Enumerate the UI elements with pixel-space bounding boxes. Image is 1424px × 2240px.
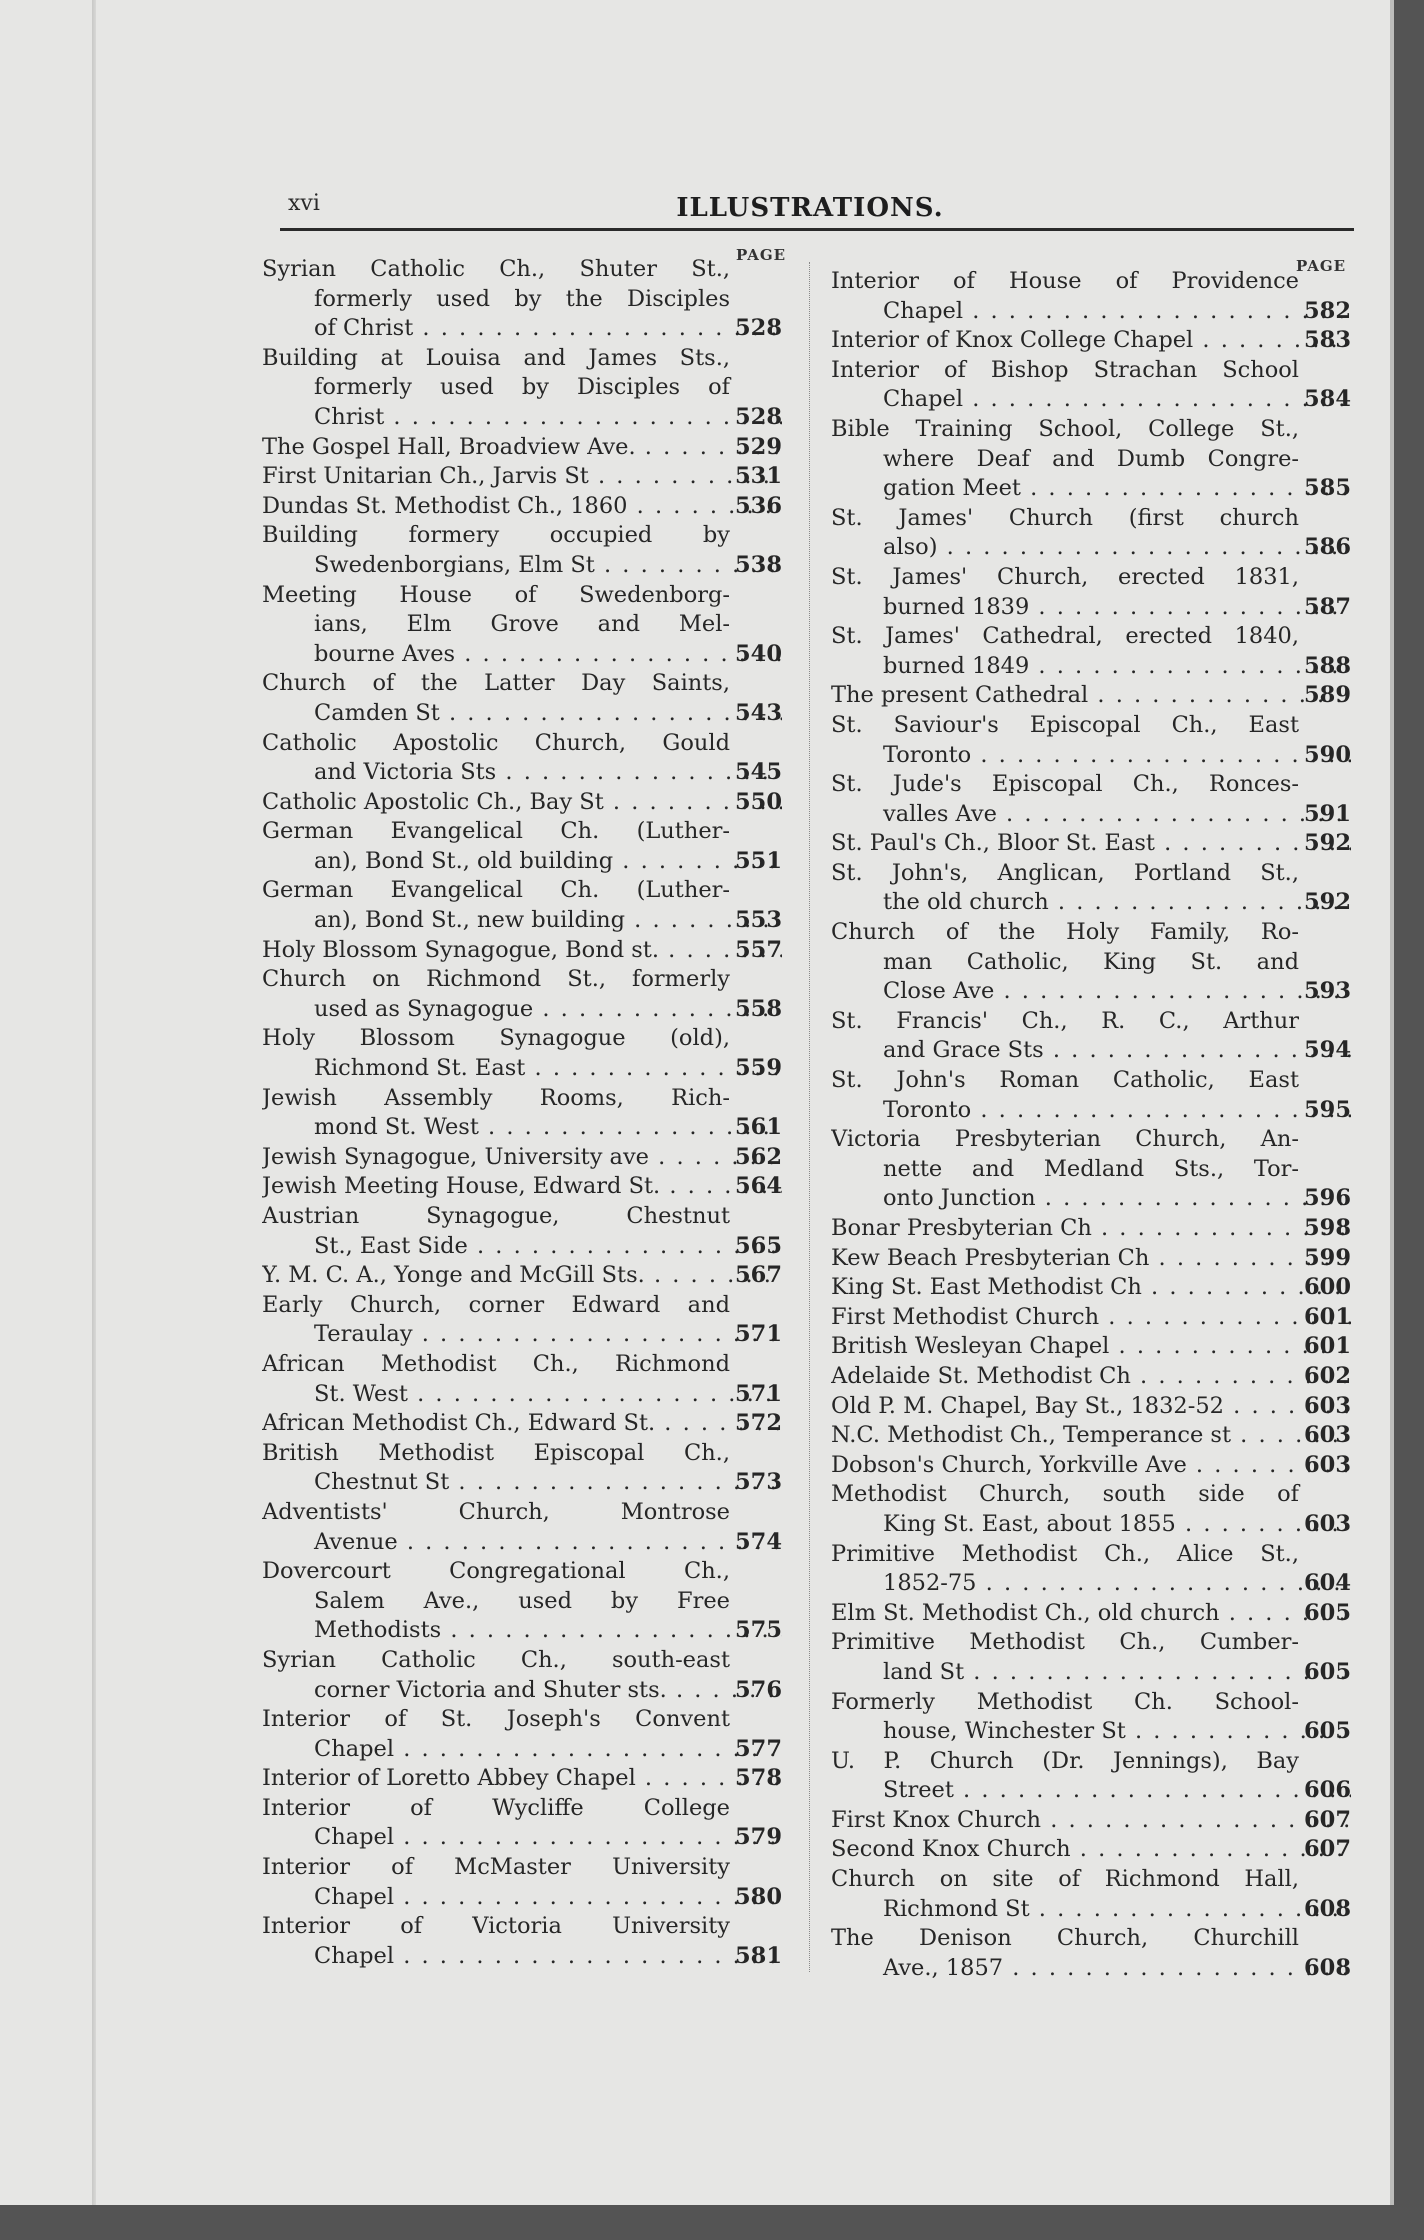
index-entry [831, 1392, 1351, 1422]
entry-title-line: African Methodist Ch., Edward St. . . . [262, 1409, 782, 1439]
entry-page-number: 579 [735, 1824, 782, 1851]
entry-title-line: St. John's, Anglican, Portland St., [831, 859, 1299, 886]
index-entry [831, 1747, 1351, 1806]
entry-page-number: 528 [735, 315, 782, 342]
entry-page-number: 531 [735, 463, 782, 490]
index-entry [831, 1007, 1351, 1066]
entry-title-line: Richmond St . . . [831, 1895, 1351, 1925]
entry-page-number: 603 [1304, 1392, 1351, 1419]
entry-title-line: Syrian Catholic Ch., south-east [262, 1646, 730, 1673]
index-entry [262, 729, 782, 788]
entry-title-line: Y. M. C. A., Yonge and McGill Sts. . . . [262, 1261, 782, 1291]
index-entry [831, 1599, 1351, 1629]
index-entry [831, 1273, 1351, 1303]
entry-page-number: 565 [735, 1232, 782, 1259]
entry-title-line: also) . . . [831, 533, 1351, 563]
entry-page-number: 562 [735, 1143, 782, 1170]
entry-page-number: 608 [1304, 1895, 1351, 1922]
entry-title-line: Avenue . . . [262, 1528, 782, 1558]
index-entry [262, 1439, 782, 1498]
index-entry [831, 1332, 1351, 1362]
index-entry [831, 1362, 1351, 1392]
index-entry [262, 581, 782, 670]
entry-page-number: 606 [1304, 1777, 1351, 1804]
entry-title-line: formerly used by the Disciples [314, 285, 730, 312]
entry-page-number: 571 [735, 1321, 782, 1348]
entry-page-number: 603 [1304, 1422, 1351, 1449]
entry-page-number: 607 [1304, 1806, 1351, 1833]
entry-title-line: Chapel . . . [831, 297, 1351, 327]
entry-page-number: 558 [735, 995, 782, 1022]
entry-title-line: Chestnut St . . . [262, 1468, 782, 1498]
index-entry [262, 1498, 782, 1557]
index-entry [831, 859, 1351, 918]
entry-title-line: Toronto . . . [831, 1096, 1351, 1126]
entry-title-line: German Evangelical Ch. (Luther- [262, 818, 730, 845]
entry-title-line: African Methodist Ch., Richmond [262, 1350, 730, 1377]
entry-title-line: Syrian Catholic Ch., Shuter St., [262, 256, 730, 282]
entry-title-line: Camden St . . . [262, 699, 782, 729]
entry-title-line: Close Ave . . . [831, 977, 1351, 1007]
entry-title-line: Interior of St. Joseph's Convent [262, 1706, 730, 1733]
entry-page-number: 567 [735, 1262, 782, 1289]
index-column-left [262, 255, 782, 1971]
entry-title-line: Adelaide St. Methodist Ch . . . [831, 1362, 1351, 1392]
entry-title-line: Primitive Methodist Ch., Cumber- [831, 1629, 1299, 1656]
index-entry [831, 1865, 1351, 1924]
index-entry [831, 829, 1351, 859]
entry-page-number: 545 [735, 759, 782, 786]
entry-page-number: 605 [1304, 1658, 1351, 1685]
entry-title-line: Toronto . . . [831, 741, 1351, 771]
entry-page-number: 602 [1304, 1362, 1351, 1389]
entry-title-line: The present Cathedral . . . [831, 681, 1351, 711]
entry-title-line: Interior of Victoria University [262, 1913, 730, 1940]
index-entry [831, 1628, 1351, 1687]
entry-title-line: U. P. Church (Dr. Jennings), Bay [831, 1747, 1299, 1774]
entry-page-number: 586 [1304, 534, 1351, 561]
entry-page-number: 599 [1304, 1244, 1351, 1271]
entry-title-line: Jewish Meeting House, Edward St. . . . [262, 1172, 782, 1202]
index-entry [831, 504, 1351, 563]
index-entry [262, 1143, 782, 1173]
index-entry [262, 1084, 782, 1143]
entry-title-line: Chapel . . . [262, 1823, 782, 1853]
index-entry [262, 936, 782, 966]
entry-page-number: 605 [1304, 1718, 1351, 1745]
entry-title-line: N.C. Methodist Ch., Temperance st . . . [831, 1421, 1351, 1451]
entry-page-number: 577 [735, 1735, 782, 1762]
entry-title-line: Holy Blossom Synagogue, Bond st. . . . [262, 936, 782, 966]
index-entry [262, 788, 782, 818]
entry-title-line: Richmond St. East . . . [262, 1054, 782, 1084]
index-entry [831, 415, 1351, 504]
entry-title-line: Chapel . . . [262, 1735, 782, 1765]
entry-page-number: 590 [1304, 741, 1351, 768]
entry-title-line: King St. East Methodist Ch . . . [831, 1273, 1351, 1303]
entry-title-line: Church of the Latter Day Saints, [262, 670, 730, 697]
entry-title-line: St. Saviour's Episcopal Ch., East [831, 711, 1299, 738]
index-entry [262, 492, 782, 522]
entry-title-line: Chapel . . . [262, 1942, 782, 1972]
entry-title-line: St. Francis' Ch., R. C., Arthur [831, 1007, 1299, 1034]
entry-title-line: valles Ave . . . [831, 800, 1351, 830]
index-entry [831, 563, 1351, 622]
index-entry [831, 1066, 1351, 1125]
entry-title-line: Chapel . . . [831, 385, 1351, 415]
entry-title-line: Catholic Apostolic Ch., Bay St . . . [262, 788, 782, 818]
index-entry [831, 1924, 1351, 1983]
index-column-right [831, 267, 1351, 1983]
entry-title-line: Interior of Loretto Abbey Chapel . . . [262, 1764, 782, 1794]
index-entry [262, 462, 782, 492]
entry-title-line: Church on site of Richmond Hall, [831, 1866, 1299, 1893]
header-rule [280, 228, 1354, 231]
entry-title-line: Jewish Synagogue, University ave . . . [262, 1143, 782, 1173]
entry-page-number: 601 [1304, 1333, 1351, 1360]
entry-title-line: Bonar Presbyterian Ch . . . [831, 1214, 1351, 1244]
entry-page-number: 587 [1304, 593, 1351, 620]
entry-page-number: 593 [1304, 978, 1351, 1005]
entry-title-line: burned 1849 . . . [831, 652, 1351, 682]
entry-title-line: bourne Aves . . . [262, 640, 782, 670]
entry-title-line: Church on Richmond St., formerly [262, 966, 730, 993]
index-entry [831, 681, 1351, 711]
entry-title-line: The Denison Church, Churchill [831, 1925, 1299, 1952]
page-gutter [92, 0, 96, 2205]
entry-title-line: Dobson's Church, Yorkville Ave . . . [831, 1451, 1351, 1481]
entry-page-number: 576 [735, 1676, 782, 1703]
entry-title-line: Early Church, corner Edward and [262, 1291, 730, 1318]
entry-title-line: Methodists . . . [262, 1616, 782, 1646]
entry-page-number: 540 [735, 640, 782, 667]
entry-page-number: 604 [1304, 1570, 1351, 1597]
page-folio: xvi [288, 191, 320, 216]
entry-title-line: used as Synagogue . . . [262, 995, 782, 1025]
entry-page-number: 561 [735, 1114, 782, 1141]
entry-title-line: corner Victoria and Shuter sts. . . . [262, 1676, 782, 1706]
entry-title-line: Dundas St. Methodist Ch., 1860 . . . [262, 492, 782, 522]
entry-title-line: Catholic Apostolic Church, Gould [262, 729, 730, 756]
entry-page-number: 575 [735, 1617, 782, 1644]
entry-title-line: King St. East, about 1855 . . . [831, 1510, 1351, 1540]
index-entry [831, 1835, 1351, 1865]
index-entry [831, 1303, 1351, 1333]
entry-title-line: First Knox Church . . . [831, 1806, 1351, 1836]
index-entry [262, 1853, 782, 1912]
entry-title-line: burned 1839 . . . [831, 593, 1351, 623]
entry-page-number: 595 [1304, 1096, 1351, 1123]
entry-title-line: Salem Ave., used by Free [314, 1587, 730, 1614]
index-entry [262, 1646, 782, 1705]
entry-title-line: British Methodist Episcopal Ch., [262, 1439, 730, 1466]
entry-page-number: 600 [1304, 1274, 1351, 1301]
column-divider [809, 262, 810, 1972]
entry-title-line: 1852-75 . . . [831, 1569, 1351, 1599]
entry-page-number: 557 [735, 936, 782, 963]
entry-title-line: Jewish Assembly Rooms, Rich- [262, 1084, 730, 1111]
entry-title-line: Chapel . . . [262, 1883, 782, 1913]
index-entry [831, 1540, 1351, 1599]
entry-title-line: Teraulay . . . [262, 1320, 782, 1350]
entry-page-number: 538 [735, 551, 782, 578]
index-entry [262, 1350, 782, 1409]
entry-title-line: Second Knox Church . . . [831, 1835, 1351, 1865]
entry-title-line: Ave., 1857 . . . [831, 1954, 1351, 1984]
entry-title-line: onto Junction . . . [831, 1184, 1351, 1214]
entry-page-number: 571 [735, 1380, 782, 1407]
entry-title-line: where Deaf and Dumb Congre- [883, 445, 1299, 472]
entry-title-line: an), Bond St., new building . . . [262, 906, 782, 936]
index-entry [831, 1480, 1351, 1539]
entry-title-line: ians, Elm Grove and Mel- [314, 611, 730, 638]
entry-page-number: 601 [1304, 1303, 1351, 1330]
entry-page-number: 581 [735, 1942, 782, 1969]
index-entry [262, 1794, 782, 1853]
entry-title-line: the old church . . . [831, 888, 1351, 918]
entry-title-line: St. James' Church (first church [831, 504, 1299, 531]
entry-title-line: Interior of House of Providence [831, 268, 1299, 294]
entry-title-line: Bible Training School, College St., [831, 415, 1299, 442]
page-column-label-right: PAGE [1296, 257, 1347, 275]
entry-title-line: and Grace Sts . . . [831, 1036, 1351, 1066]
index-entry [831, 711, 1351, 770]
entry-page-number: 589 [1304, 682, 1351, 709]
entry-title-line: Street . . . [831, 1776, 1351, 1806]
entry-page-number: 585 [1304, 475, 1351, 502]
entry-title-line: formerly used by Disciples of [314, 374, 730, 401]
entry-title-line: Methodist Church, south side of [831, 1481, 1299, 1508]
entry-title-line: Primitive Methodist Ch., Alice St., [831, 1540, 1299, 1567]
entry-page-number: 588 [1304, 652, 1351, 679]
index-entry [831, 1125, 1351, 1214]
entry-title-line: Meeting House of Swedenborg- [262, 581, 730, 608]
entry-title-line: an), Bond St., old building . . . [262, 847, 782, 877]
entry-page-number: 573 [735, 1469, 782, 1496]
entry-title-line: St. Jude's Episcopal Ch., Ronces- [831, 771, 1299, 798]
entry-page-number: 529 [735, 433, 782, 460]
entry-page-number: 574 [735, 1528, 782, 1555]
entry-title-line: Building formery occupied by [262, 522, 730, 549]
index-entry [831, 1244, 1351, 1274]
entry-page-number: 603 [1304, 1510, 1351, 1537]
entry-title-line: Interior of Knox College Chapel . . . [831, 326, 1351, 356]
index-entry [262, 1557, 782, 1646]
entry-page-number: 536 [735, 492, 782, 519]
index-entry [262, 1202, 782, 1261]
entry-title-line: St. John's Roman Catholic, East [831, 1067, 1299, 1094]
entry-page-number: 580 [735, 1883, 782, 1910]
entry-title-line: Elm St. Methodist Ch., old church . . . [831, 1599, 1351, 1629]
entry-title-line: Christ . . . [262, 403, 782, 433]
entry-page-number: 594 [1304, 1037, 1351, 1064]
entry-title-line: gation Meet . . . [831, 474, 1351, 504]
index-entry [831, 622, 1351, 681]
index-entry [831, 356, 1351, 415]
entry-title-line: Interior of McMaster University [262, 1854, 730, 1881]
index-entry [262, 669, 782, 728]
entry-title-line: First Unitarian Ch., Jarvis St . . . [262, 462, 782, 492]
index-entry [262, 1705, 782, 1764]
entry-page-number: 605 [1304, 1599, 1351, 1626]
index-entry [262, 1291, 782, 1350]
index-entry [262, 344, 782, 433]
entry-page-number: 578 [735, 1765, 782, 1792]
entry-title-line: German Evangelical Ch. (Luther- [262, 877, 730, 904]
index-entry [831, 1451, 1351, 1481]
entry-title-line: land St . . . [831, 1658, 1351, 1688]
entry-title-line: man Catholic, King St. and [883, 948, 1299, 975]
entry-title-line: Church of the Holy Family, Ro- [831, 919, 1299, 946]
entry-page-number: 598 [1304, 1215, 1351, 1241]
index-entry [262, 433, 782, 463]
entry-title-line: St., East Side . . . [262, 1232, 782, 1262]
entry-title-line: Victoria Presbyterian Church, An- [831, 1126, 1299, 1153]
entry-page-number: 596 [1304, 1185, 1351, 1212]
entry-title-line: Adventists' Church, Montrose [262, 1498, 730, 1525]
entry-page-number: 607 [1304, 1836, 1351, 1863]
entry-page-number: 553 [735, 907, 782, 934]
entry-title-line: First Methodist Church . . . [831, 1303, 1351, 1333]
entry-page-number: 559 [735, 1055, 782, 1082]
entry-page-number: 582 [1304, 297, 1351, 324]
index-entry [262, 1261, 782, 1291]
entry-title-line: Old P. M. Chapel, Bay St., 1832-52 . . . [831, 1392, 1351, 1422]
entry-page-number: 564 [735, 1173, 782, 1200]
entry-page-number: 583 [1304, 327, 1351, 354]
index-entry [831, 1688, 1351, 1747]
entry-page-number: 592 [1304, 889, 1351, 916]
index-entry [262, 1024, 782, 1083]
entry-title-line: Swedenborgians, Elm St . . . [262, 551, 782, 581]
entry-page-number: 603 [1304, 1451, 1351, 1478]
entry-title-line: Interior of Wycliffe College [262, 1794, 730, 1821]
index-entry [262, 965, 782, 1024]
entry-title-line: nette and Medland Sts., Tor- [883, 1155, 1299, 1182]
entry-title-line: Building at Louisa and James Sts., [262, 344, 730, 371]
entry-title-line: British Wesleyan Chapel . . . [831, 1332, 1351, 1362]
index-entry [831, 1806, 1351, 1836]
entry-page-number: 528 [735, 403, 782, 430]
entry-page-number: 551 [735, 847, 782, 874]
index-entry [831, 770, 1351, 829]
entry-title-line: Kew Beach Presbyterian Ch . . . [831, 1244, 1351, 1274]
entry-title-line: house, Winchester St . . . [831, 1717, 1351, 1747]
page-column-label-left: PAGE [736, 246, 787, 264]
index-entry [262, 521, 782, 580]
running-head-title: ILLUSTRATIONS. [676, 193, 944, 223]
entry-title-line: St. West . . . [262, 1380, 782, 1410]
entry-page-number: 591 [1304, 800, 1351, 827]
entry-title-line: Formerly Methodist Ch. School- [831, 1688, 1299, 1715]
entry-page-number: 572 [735, 1410, 782, 1437]
entry-page-number: 592 [1304, 830, 1351, 857]
entry-title-line: and Victoria Sts . . . [262, 758, 782, 788]
entry-title-line: Dovercourt Congregational Ch., [262, 1558, 730, 1585]
index-entry [262, 1764, 782, 1794]
index-entry [262, 817, 782, 876]
index-entry [262, 1172, 782, 1202]
index-entry [831, 918, 1351, 1007]
entry-title-line: Holy Blossom Synagogue (old), [262, 1025, 730, 1052]
entry-title-line: St. Paul's Ch., Bloor St. East . . . [831, 829, 1351, 859]
entry-title-line: mond St. West . . . [262, 1113, 782, 1143]
index-entry [831, 326, 1351, 356]
index-entry [831, 1421, 1351, 1451]
index-entry [262, 1912, 782, 1971]
index-entry [831, 267, 1351, 326]
entry-page-number: 608 [1304, 1954, 1351, 1981]
index-entry [262, 255, 782, 344]
entry-title-line: St. James' Cathedral, erected 1840, [831, 623, 1299, 650]
index-entry [831, 1214, 1351, 1244]
entry-page-number: 543 [735, 699, 782, 726]
entry-title-line: Austrian Synagogue, Chestnut [262, 1203, 730, 1229]
index-entry [262, 1409, 782, 1439]
entry-page-number: 550 [735, 788, 782, 815]
entry-title-line: St. James' Church, erected 1831, [831, 563, 1299, 590]
entry-title-line: of Christ . . . [262, 314, 782, 344]
entry-page-number: 584 [1304, 386, 1351, 413]
index-entry [262, 876, 782, 935]
entry-title-line: The Gospel Hall, Broadview Ave. . . . [262, 433, 782, 463]
entry-title-line: Interior of Bishop Strachan School [831, 356, 1299, 383]
